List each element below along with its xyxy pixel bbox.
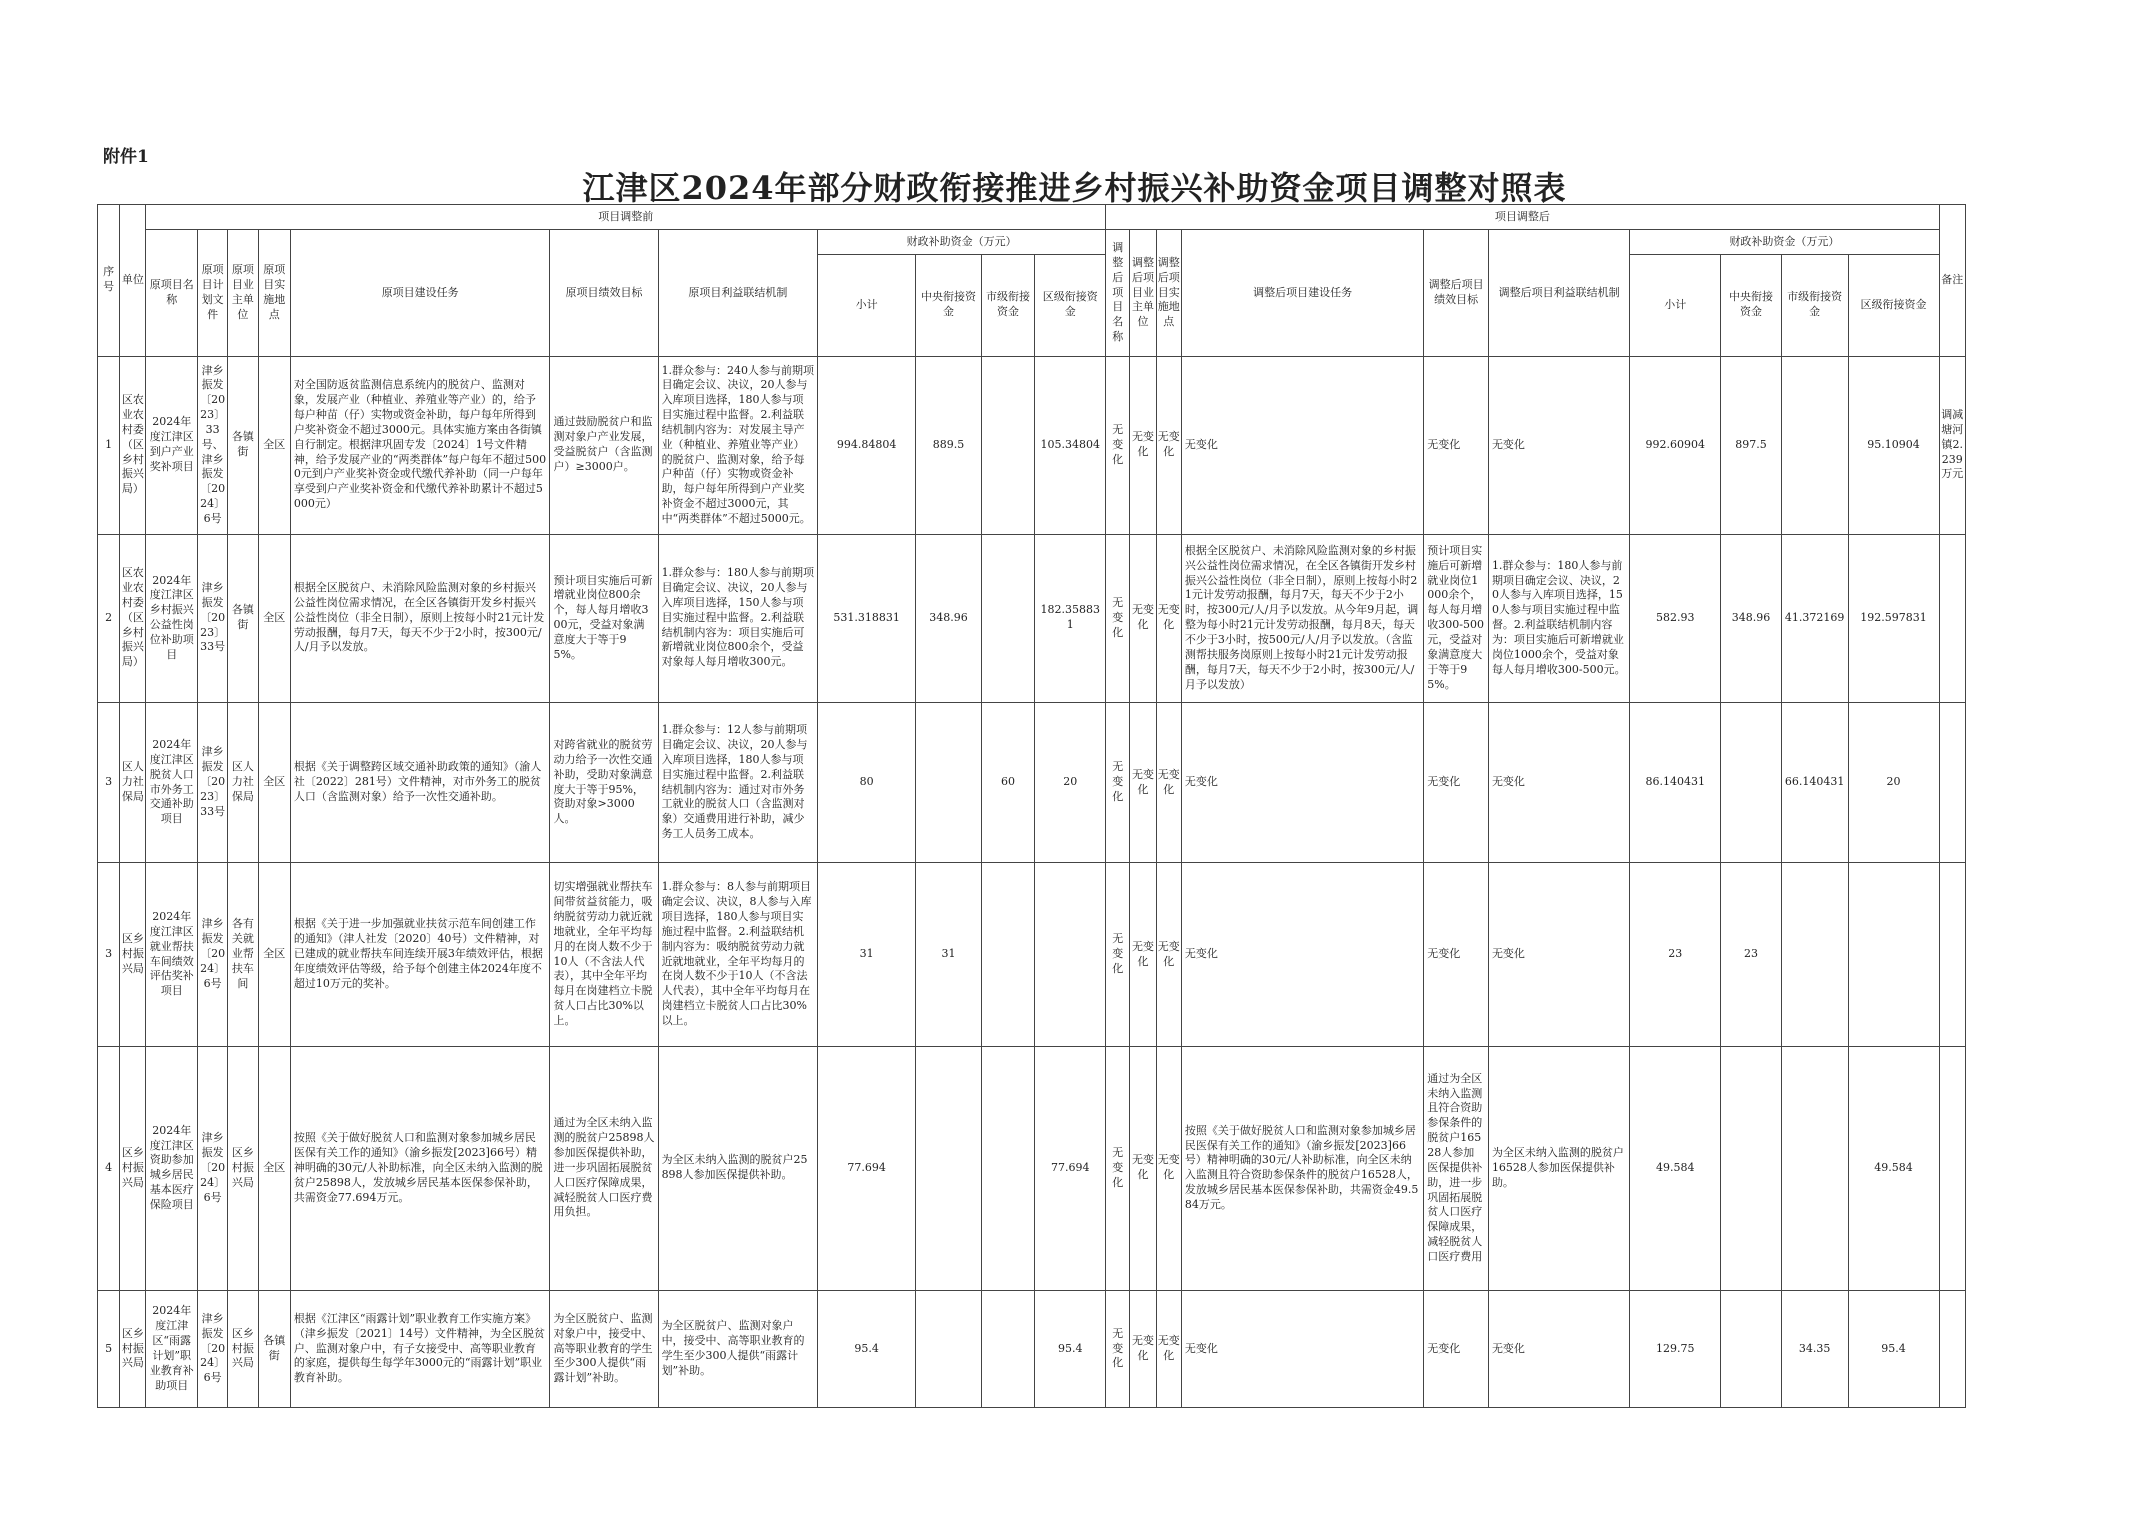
- header-adj-task: 调整后项目建设任务: [1181, 230, 1423, 356]
- cell-remark: 调减塘河镇2.239万元: [1939, 356, 1965, 534]
- cell-subtotal: 77.694: [818, 1046, 916, 1290]
- table-row: [98, 356, 1966, 534]
- cell-orig-task: 对全国防返贫监测信息系统内的脱贫户、监测对象，发展产业（种植业、养殖业等产业）的，给予每户种苗（仔）实物或资金补助，每户每年所得到户奖补资金不超过3000元。具体实施方案由各街镇自行制定。根据津巩固专发〔2024〕1号文件精神，给予发展产业的“两类群体”每户每年不超过5000元到户产业奖补资金或代缴代养补助（同一户每年享受到户产业奖补资金和代缴代养补助累计不超过5000元）: [290, 356, 550, 534]
- cell-district: 77.694: [1035, 1046, 1106, 1290]
- cell-adj-target: 预计项目实施后可新增就业岗位1000余个，每人每月增收300-500元，受益对象满意度大于等于95%。: [1424, 534, 1489, 702]
- header-orig-mechanism: 原项目利益联结机制: [658, 230, 818, 356]
- cell-orig-name: 2024年度江津区资助参加城乡居民基本医疗保险项目: [146, 1046, 198, 1290]
- cell-district2: 95.10904: [1848, 356, 1939, 534]
- cell-orig-plan-doc: 津乡振发〔2023〕33号、津乡振发〔2024〕6号: [197, 356, 227, 534]
- cell-district2: 20: [1848, 702, 1939, 863]
- cell-remark: [1939, 702, 1965, 863]
- header-adj-mechanism: 调整后项目利益联结机制: [1488, 230, 1629, 356]
- cell-adj-owner: 无变化: [1130, 534, 1156, 702]
- cell-central2: [1721, 1290, 1782, 1407]
- cell-adj-name: 无变化: [1106, 1046, 1130, 1290]
- header-orig-owner: 原项目业主单位: [228, 230, 258, 356]
- cell-adj-owner: 无变化: [1130, 1046, 1156, 1290]
- cell-orig-owner: 区乡村振兴局: [228, 1046, 258, 1290]
- cell-adj-mechanism: 无变化: [1488, 356, 1629, 534]
- cell-city2: 66.140431: [1781, 702, 1848, 863]
- cell-city2: 34.35: [1781, 1290, 1848, 1407]
- header-seq: 序号: [98, 205, 120, 357]
- cell-adj-mechanism: 无变化: [1488, 1290, 1629, 1407]
- cell-city2: 41.372169: [1781, 534, 1848, 702]
- cell-orig-name: 2024年度江津区到户产业奖补项目: [146, 356, 198, 534]
- cell-orig-plan-doc: 津乡振发〔2024〕6号: [197, 1290, 227, 1407]
- table-row: [98, 863, 1966, 1046]
- cell-adj-location: 无变化: [1156, 702, 1181, 863]
- cell-orig-name: 2024年度江津区脱贫人口市外务工交通补助项目: [146, 702, 198, 863]
- cell-subtotal2: 23: [1630, 863, 1721, 1046]
- cell-orig-target: 为全区脱贫户、监测对象户中，接受中、高等职业教育的学生至少300人提供“雨露计划”补助。: [550, 1290, 658, 1407]
- cell-adj-location: 无变化: [1156, 1290, 1181, 1407]
- cell-district: [1035, 863, 1106, 1046]
- cell-adj-mechanism: 为全区未纳入监测的脱贫户16528人参加医保提供补助。: [1488, 1046, 1629, 1290]
- header-city-after: 市级衔接资金: [1781, 254, 1848, 356]
- cell-district: 182.358831: [1035, 534, 1106, 702]
- cell-orig-mechanism: 为全区未纳入监测的脱贫户25898人参加医保提供补助。: [658, 1046, 818, 1290]
- cell-orig-mechanism: 1.群众参与：240人参与前期项目确定会议、决议，20人参与入库项目选择，180人参与项目实施过程中监督。2.利益联结机制内容为：对发展主导产业（种植业、养殖业等产业）的脱贫户、监测对象，给予每户种苗（仔）实物或资金补助，每户每年所得到户产业奖补资金不超过3000元，其中“两类群体”不超过5000元。: [658, 356, 818, 534]
- cell-city2: [1781, 863, 1848, 1046]
- header-central-after: 中央衔接资金: [1721, 254, 1782, 356]
- cell-adj-location: 无变化: [1156, 1046, 1181, 1290]
- cell-city: 60: [981, 702, 1035, 863]
- cell-subtotal: 994.84804: [818, 356, 916, 534]
- table-row: [98, 1290, 1966, 1407]
- cell-orig-owner: 各镇街: [228, 534, 258, 702]
- cell-remark: [1939, 863, 1965, 1046]
- cell-seq: 3: [98, 702, 120, 863]
- table-row: [98, 702, 1966, 863]
- cell-orig-target: 预计项目实施后可新增就业岗位800余个，每人每月增收300元，受益对象满意度大于等于95%。: [550, 534, 658, 702]
- cell-adj-location: 无变化: [1156, 534, 1181, 702]
- header-city: 市级衔接资金: [981, 254, 1035, 356]
- header-unit: 单位: [120, 205, 146, 357]
- cell-remark: [1939, 1046, 1965, 1290]
- cell-district: 20: [1035, 702, 1106, 863]
- cell-adj-owner: 无变化: [1130, 356, 1156, 534]
- cell-city: [981, 863, 1035, 1046]
- cell-orig-location: 全区: [258, 356, 290, 534]
- cell-subtotal2: 992.60904: [1630, 356, 1721, 534]
- cell-orig-task: 根据《关于调整跨区域交通补助政策的通知》（渝人社〔2022〕281号）文件精神，对市外务工的脱贫人口（含监测对象）给予一次性交通补助。: [290, 702, 550, 863]
- cell-adj-task: 按照《关于做好脱贫人口和监测对象参加城乡居民医保有关工作的通知》（渝乡振发[2023]66号）精神明确的30元/人补助标准，向全区未纳入监测且符合资助参保条件的脱贫户16528人，发放城乡居民基本医保参保补助，共需资金49.584万元。: [1181, 1046, 1423, 1290]
- cell-adj-mechanism: 无变化: [1488, 702, 1629, 863]
- cell-unit: 区乡村振兴局: [120, 863, 146, 1046]
- cell-subtotal: 95.4: [818, 1290, 916, 1407]
- cell-adj-target: 无变化: [1424, 863, 1489, 1046]
- cell-central: [916, 702, 982, 863]
- cell-orig-target: 对跨省就业的脱贫劳动力给予一次性交通补助，受助对象满意度大于等于95%，资助对象>3000人。: [550, 702, 658, 863]
- cell-adj-target: 无变化: [1424, 1290, 1489, 1407]
- cell-orig-plan-doc: 津乡振发〔2024〕6号: [197, 863, 227, 1046]
- cell-adj-name: 无变化: [1106, 534, 1130, 702]
- cell-central: 889.5: [916, 356, 982, 534]
- cell-subtotal: 80: [818, 702, 916, 863]
- cell-city: [981, 534, 1035, 702]
- attachment-label: 附件1: [103, 147, 149, 167]
- cell-subtotal2: 49.584: [1630, 1046, 1721, 1290]
- cell-central2: [1721, 1046, 1782, 1290]
- cell-orig-mechanism: 1.群众参与：180人参与前期项目确定会议、决议，20人参与入库项目选择，150人参与项目实施过程中监督。2.利益联结机制内容为：项目实施后可新增就业岗位800余个，受益对象每人每月增收300元。: [658, 534, 818, 702]
- cell-central2: 348.96: [1721, 534, 1782, 702]
- cell-adj-target: 无变化: [1424, 356, 1489, 534]
- cell-seq: 1: [98, 356, 120, 534]
- cell-adj-owner: 无变化: [1130, 1290, 1156, 1407]
- cell-unit: 区乡村振兴局: [120, 1046, 146, 1290]
- cell-city: [981, 356, 1035, 534]
- cell-unit: 区人力社保局: [120, 702, 146, 863]
- header-before: 项目调整前: [146, 205, 1106, 230]
- cell-remark: [1939, 1290, 1965, 1407]
- header-fund-before: 财政补助资金（万元）: [818, 230, 1106, 254]
- cell-central: 348.96: [916, 534, 982, 702]
- cell-orig-target: 通过鼓励脱贫户和监测对象户产业发展，受益脱贫户（含监测户）≥3000户。: [550, 356, 658, 534]
- cell-adj-name: 无变化: [1106, 702, 1130, 863]
- cell-adj-task: 无变化: [1181, 356, 1423, 534]
- cell-orig-owner: 各有关就业帮扶车间: [228, 863, 258, 1046]
- table-row: [98, 1046, 1966, 1290]
- cell-seq: 2: [98, 534, 120, 702]
- header-orig-name: 原项目名称: [146, 230, 198, 356]
- cell-district2: 49.584: [1848, 1046, 1939, 1290]
- table-row: [98, 534, 1966, 702]
- cell-adj-mechanism: 无变化: [1488, 863, 1629, 1046]
- header-district: 区级衔接资金: [1035, 254, 1106, 356]
- header-central: 中央衔接资金: [916, 254, 982, 356]
- cell-adj-owner: 无变化: [1130, 702, 1156, 863]
- cell-orig-location: 全区: [258, 863, 290, 1046]
- cell-central2: 897.5: [1721, 356, 1782, 534]
- cell-orig-location: 全区: [258, 702, 290, 863]
- cell-subtotal: 31: [818, 863, 916, 1046]
- header-after: 项目调整后: [1106, 205, 1939, 230]
- header-orig-task: 原项目建设任务: [290, 230, 550, 356]
- cell-orig-location: 各镇街: [258, 1290, 290, 1407]
- cell-subtotal2: 582.93: [1630, 534, 1721, 702]
- cell-orig-name: 2024年度江津区“雨露计划”职业教育补助项目: [146, 1290, 198, 1407]
- header-orig-location: 原项目实施地点: [258, 230, 290, 356]
- adjustment-table: [97, 204, 1966, 1408]
- cell-orig-task: 按照《关于做好脱贫人口和监测对象参加城乡居民医保有关工作的通知》（渝乡振发[2023]66号）精神明确的30元/人补助标准，向全区未纳入监测的脱贫户25898人，发放城乡居民基本医保参保补助，共需资金77.694万元。: [290, 1046, 550, 1290]
- cell-adj-target: 无变化: [1424, 702, 1489, 863]
- cell-orig-name: 2024年度江津区乡村振兴公益性岗位补助项目: [146, 534, 198, 702]
- cell-orig-mechanism: 为全区脱贫户、监测对象户中，接受中、高等职业教育的学生至少300人提供“雨露计划”补助。: [658, 1290, 818, 1407]
- cell-central: [916, 1046, 982, 1290]
- header-adj-name: 调整后项目名称: [1106, 230, 1130, 356]
- cell-adj-owner: 无变化: [1130, 863, 1156, 1046]
- cell-city2: [1781, 356, 1848, 534]
- header-subtotal-after: 小计: [1630, 254, 1721, 356]
- header-subtotal: 小计: [818, 254, 916, 356]
- cell-adj-name: 无变化: [1106, 1290, 1130, 1407]
- header-district-after: 区级衔接资金: [1848, 254, 1939, 356]
- cell-orig-mechanism: 1.群众参与：8人参与前期项目确定会议、决议，8人参与入库项目选择，180人参与项目实施过程中监督。2.利益联结机制内容为：吸纳脱贫劳动力就近就地就业，全年平均每月的在岗人数不少于10人（不含法人代表），其中全年平均每月在岗建档立卡脱贫人口占比30%以上。: [658, 863, 818, 1046]
- cell-central: [916, 1290, 982, 1407]
- header-orig-target: 原项目绩效目标: [550, 230, 658, 356]
- cell-orig-location: 全区: [258, 534, 290, 702]
- cell-city: [981, 1046, 1035, 1290]
- cell-orig-owner: 区乡村振兴局: [228, 1290, 258, 1407]
- cell-orig-mechanism: 1.群众参与：12人参与前期项目确定会议、决议，20人参与入库项目选择，180人参与项目实施过程中监督。2.利益联结机制内容为：通过对市外务工就业的脱贫人口（含监测对象）交通费用进行补助，减少务工人员务工成本。: [658, 702, 818, 863]
- cell-orig-target: 切实增强就业帮扶车间带贫益贫能力，吸纳脱贫劳动力就近就地就业，全年平均每月的在岗人数不少于10人（不含法人代表），其中全年平均每月在岗建档立卡脱贫人口占比30%以上。: [550, 863, 658, 1046]
- cell-district: 95.4: [1035, 1290, 1106, 1407]
- cell-district2: 95.4: [1848, 1290, 1939, 1407]
- header-orig-plan-doc: 原项目计划文件: [197, 230, 227, 356]
- cell-adj-name: 无变化: [1106, 863, 1130, 1046]
- cell-orig-task: 根据《江津区“雨露计划”职业教育工作实施方案》（津乡振发〔2021〕14号）文件精神，为全区脱贫户、监测对象户中，有子女接受中、高等职业教育的家庭，提供每生每学年3000元的“雨露计划”职业教育补助。: [290, 1290, 550, 1407]
- cell-adj-task: 无变化: [1181, 863, 1423, 1046]
- cell-orig-target: 通过为全区未纳入监测的脱贫户25898人参加医保提供补助，进一步巩固拓展脱贫人口医疗保障成果，减轻脱贫人口医疗费用负担。: [550, 1046, 658, 1290]
- page-title: 江津区2024年部分财政衔接推进乡村振兴补助资金项目调整对照表: [582, 169, 1567, 207]
- cell-central: 31: [916, 863, 982, 1046]
- cell-orig-task: 根据全区脱贫户、未消除风险监测对象的乡村振兴公益性岗位需求情况，在全区各镇街开发乡村振兴公益性岗位（非全日制），原则上按每小时21元计发劳动报酬，每月7天，每天不少于2小时，按300元/人/月予以发放。: [290, 534, 550, 702]
- cell-district2: [1848, 863, 1939, 1046]
- cell-city2: [1781, 1046, 1848, 1290]
- cell-adj-task: 无变化: [1181, 702, 1423, 863]
- cell-orig-plan-doc: 津乡振发〔2023〕33号: [197, 702, 227, 863]
- cell-seq: 4: [98, 1046, 120, 1290]
- header-adj-location: 调整后项目实施地点: [1156, 230, 1181, 356]
- cell-orig-name: 2024年度江津区就业帮扶车间绩效评估奖补项目: [146, 863, 198, 1046]
- cell-subtotal: 531.318831: [818, 534, 916, 702]
- cell-district: 105.34804: [1035, 356, 1106, 534]
- cell-subtotal2: 86.140431: [1630, 702, 1721, 863]
- header-remark: 备注: [1939, 205, 1965, 357]
- cell-central2: 23: [1721, 863, 1782, 1046]
- cell-remark: [1939, 534, 1965, 702]
- cell-adj-location: 无变化: [1156, 356, 1181, 534]
- cell-adj-task: 根据全区脱贫户、未消除风险监测对象的乡村振兴公益性岗位需求情况，在全区各镇街开发乡村振兴公益性岗位（非全日制），原则上按每小时21元计发劳动报酬，每月7天，每天不少于2小时，按300元/人/月予以发放。从今年9月起，调整为每小时21元计发劳动报酬，每月8天，每天不少于3小时，按500元/人/月予以发放。（含监测帮扶服务岗原则上按每小时21元计发劳动报酬，每月7天，每天不少于2小时，按300元/人/月予以发放）: [1181, 534, 1423, 702]
- cell-orig-owner: 区人力社保局: [228, 702, 258, 863]
- cell-adj-name: 无变化: [1106, 356, 1130, 534]
- header-fund-after: 财政补助资金（万元）: [1630, 230, 1939, 254]
- header-adj-owner: 调整后项目业主单位: [1130, 230, 1156, 356]
- cell-subtotal2: 129.75: [1630, 1290, 1721, 1407]
- cell-unit: 区乡村振兴局: [120, 1290, 146, 1407]
- cell-orig-location: 全区: [258, 1046, 290, 1290]
- cell-city: [981, 1290, 1035, 1407]
- cell-central2: [1721, 702, 1782, 863]
- cell-district2: 192.597831: [1848, 534, 1939, 702]
- cell-adj-location: 无变化: [1156, 863, 1181, 1046]
- cell-adj-task: 无变化: [1181, 1290, 1423, 1407]
- cell-orig-plan-doc: 津乡振发〔2023〕33号: [197, 534, 227, 702]
- cell-seq: 5: [98, 1290, 120, 1407]
- cell-orig-plan-doc: 津乡振发〔2024〕6号: [197, 1046, 227, 1290]
- cell-seq: 3: [98, 863, 120, 1046]
- cell-unit: 区农业农村委（区乡村振兴局）: [120, 534, 146, 702]
- cell-adj-mechanism: 1.群众参与：180人参与前期项目确定会议、决议，20人参与入库项目选择，150人参与项目实施过程中监督。2.利益联结机制内容为：项目实施后可新增就业岗位1000余个，受益对象每人每月增收300-500元。: [1488, 534, 1629, 702]
- cell-unit: 区农业农村委（区乡村振兴局）: [120, 356, 146, 534]
- cell-adj-target: 通过为全区未纳入监测且符合资助参保条件的脱贫户16528人参加医保提供补助，进一步巩固拓展脱贫人口医疗保障成果，减轻脱贫人口医疗费用: [1424, 1046, 1489, 1290]
- cell-orig-owner: 各镇街: [228, 356, 258, 534]
- cell-orig-task: 根据《关于进一步加强就业扶贫示范车间创建工作的通知》（津人社发〔2020〕40号）文件精神，对已建成的就业帮扶车间连续开展3年绩效评估，根据年度绩效评估等级，给予每个创建主体2024年度不超过10万元的奖补。: [290, 863, 550, 1046]
- header-adj-target: 调整后项目绩效目标: [1424, 230, 1489, 356]
